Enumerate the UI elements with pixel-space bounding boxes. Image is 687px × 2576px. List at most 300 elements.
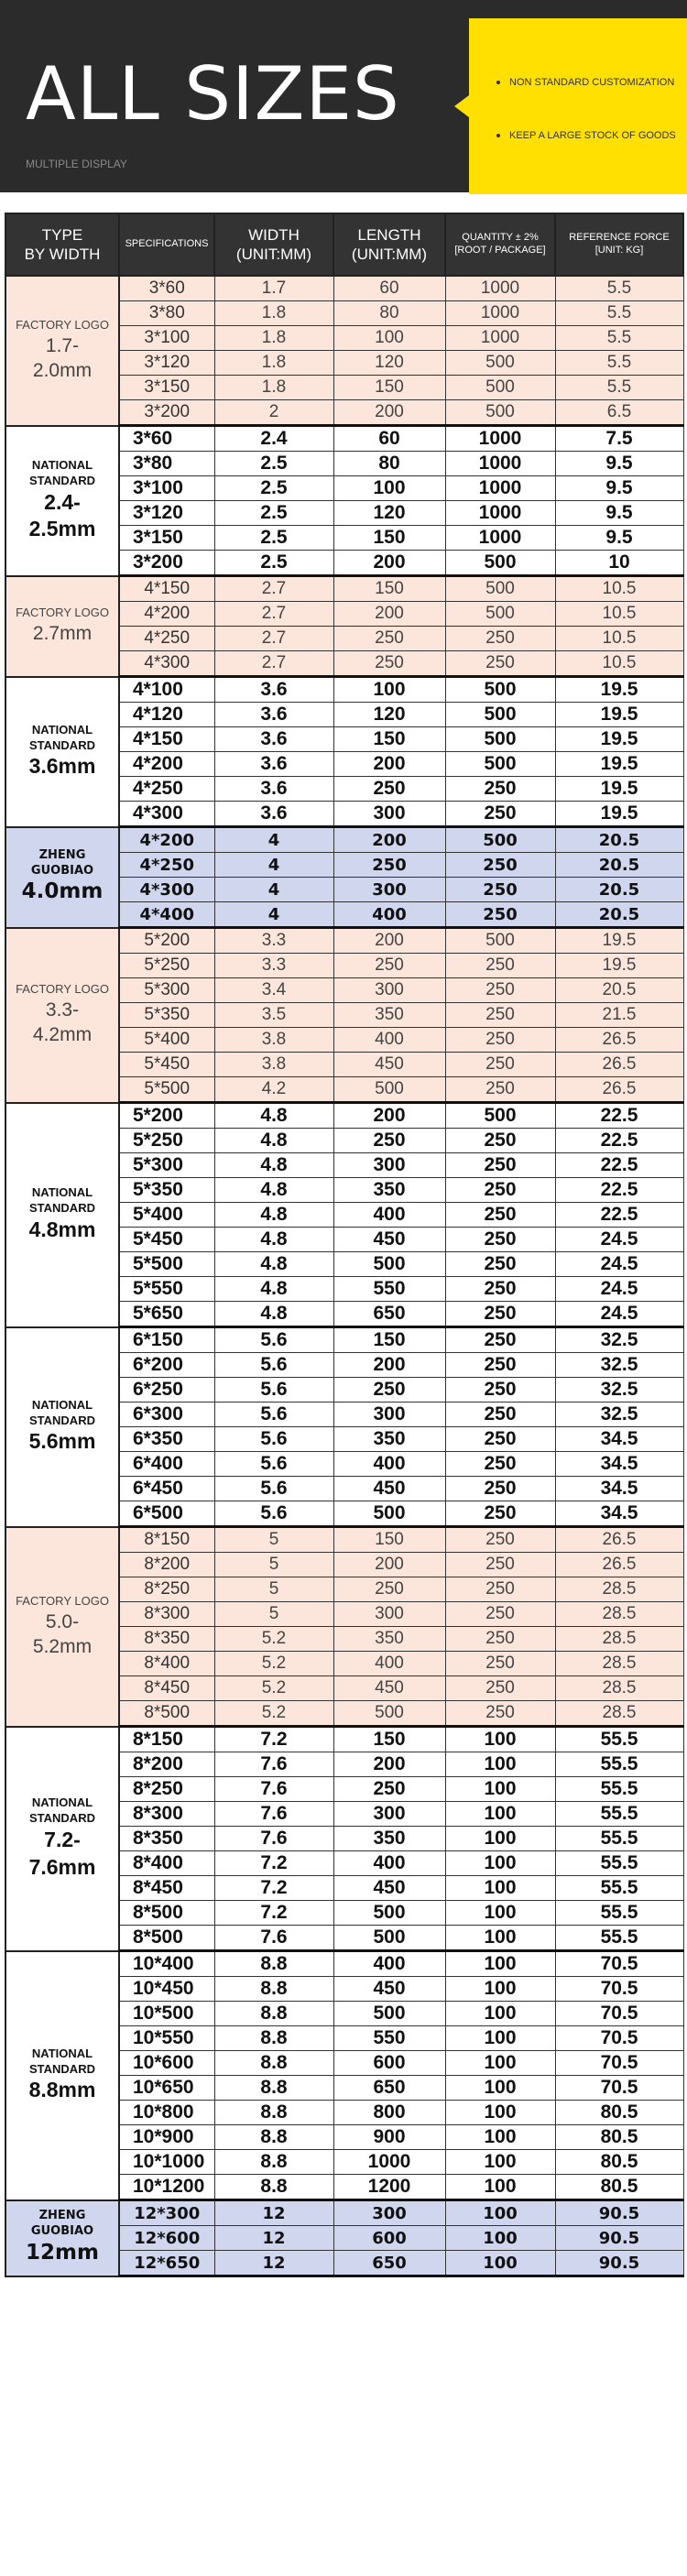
type-group-cell (5, 576, 119, 677)
text-line: [UNIT: KG] (594, 245, 644, 256)
length-cell: 350 (333, 1003, 445, 1028)
type-group-width (6, 2077, 118, 2104)
spec-cell: 8*250 (119, 1577, 214, 1602)
spec-cell: 5*550 (119, 1277, 214, 1302)
column-header-reference-force (555, 213, 683, 276)
quantity-cell: 1000 (445, 476, 555, 501)
width-cell: 5 (214, 1553, 333, 1577)
quantity-cell: 1000 (445, 426, 555, 452)
length-cell: 250 (333, 1378, 445, 1403)
length-cell: 200 (333, 752, 445, 777)
quantity-cell: 250 (445, 627, 555, 651)
quantity-cell: 250 (445, 1527, 555, 1553)
type-group-category (6, 1398, 118, 1429)
width-cell: 4.8 (214, 1252, 333, 1277)
spec-cell: 6*400 (119, 1452, 214, 1477)
quantity-cell: 100 (445, 2175, 555, 2200)
text-line: 5.6mm (28, 1429, 96, 1454)
quantity-cell: 500 (445, 727, 555, 752)
quantity-cell: 250 (445, 954, 555, 978)
width-cell: 8.8 (214, 1977, 333, 2002)
table-row (5, 1327, 683, 1353)
length-cell: 200 (333, 400, 445, 426)
force-cell: 80.5 (555, 2101, 683, 2125)
length-cell: 200 (333, 1553, 445, 1577)
force-cell: 5.5 (555, 351, 683, 376)
text-line: 5.0- (45, 1610, 80, 1632)
table-row (5, 928, 683, 954)
width-cell: 8.8 (214, 2002, 333, 2026)
quantity-cell: 100 (445, 1951, 555, 1977)
force-cell: 19.5 (555, 777, 683, 802)
spec-cell: 8*400 (119, 1851, 214, 1876)
force-cell: 19.5 (555, 703, 683, 727)
width-cell: 8.8 (214, 2051, 333, 2076)
text-line: ZHENG (38, 847, 86, 862)
width-cell: 2.4 (214, 426, 333, 452)
spec-cell: 4*300 (119, 651, 214, 677)
spec-cell: 8*500 (119, 1926, 214, 1951)
width-cell: 3.6 (214, 752, 333, 777)
feature-notes-panel (469, 18, 687, 194)
force-cell: 34.5 (555, 1477, 683, 1501)
spec-cell: 4*150 (119, 576, 214, 602)
force-cell: 10.5 (555, 602, 683, 627)
length-cell: 300 (333, 878, 445, 902)
quantity-cell: 250 (445, 1602, 555, 1627)
quantity-cell: 1000 (445, 276, 555, 301)
quantity-cell: 500 (445, 351, 555, 376)
width-cell: 4.8 (214, 1153, 333, 1178)
width-cell: 1.8 (214, 376, 333, 400)
type-group-cell (5, 2200, 119, 2276)
length-cell: 300 (333, 1153, 445, 1178)
spec-cell: 3*150 (119, 376, 214, 400)
text-line: FACTORY LOGO (16, 318, 109, 332)
force-cell: 24.5 (555, 1252, 683, 1277)
sizes-table (5, 213, 684, 2277)
spec-cell: 3*60 (119, 426, 214, 452)
spec-cell: 8*450 (119, 1876, 214, 1901)
quantity-cell: 250 (445, 1302, 555, 1327)
force-cell: 19.5 (555, 727, 683, 752)
force-cell: 22.5 (555, 1103, 683, 1129)
quantity-cell: 250 (445, 1427, 555, 1452)
width-cell: 5.6 (214, 1477, 333, 1501)
type-group-cell (5, 1527, 119, 1727)
spec-cell: 3*80 (119, 301, 214, 326)
width-cell: 2.7 (214, 602, 333, 627)
length-cell: 200 (333, 1103, 445, 1129)
quantity-cell: 500 (445, 1103, 555, 1129)
width-cell: 4.8 (214, 1103, 333, 1129)
spec-cell: 3*60 (119, 276, 214, 301)
quantity-cell: 250 (445, 1477, 555, 1501)
force-cell: 22.5 (555, 1178, 683, 1203)
text-line: 2.5mm (28, 517, 96, 541)
force-cell: 19.5 (555, 752, 683, 777)
text-line: 5.2mm (32, 1635, 93, 1657)
quantity-cell: 500 (445, 400, 555, 426)
spec-cell: 3*200 (119, 551, 214, 576)
width-cell: 5.2 (214, 1627, 333, 1652)
spec-cell: 4*100 (119, 677, 214, 703)
spec-cell: 6*300 (119, 1403, 214, 1427)
width-cell: 4 (214, 902, 333, 928)
text-line: NATIONAL (31, 1397, 93, 1412)
length-cell: 500 (333, 1701, 445, 1727)
length-cell: 650 (333, 2251, 445, 2276)
sizes-table-wrapper (5, 213, 682, 2277)
width-cell: 8.8 (214, 2026, 333, 2051)
length-cell: 200 (333, 1752, 445, 1777)
column-header-specifications (119, 213, 214, 276)
width-cell: 5 (214, 1527, 333, 1553)
force-cell: 19.5 (555, 954, 683, 978)
spec-cell: 4*200 (119, 602, 214, 627)
spec-cell: 4*250 (119, 853, 214, 878)
length-cell: 300 (333, 802, 445, 827)
type-group-category (6, 2209, 118, 2240)
quantity-cell: 250 (445, 1501, 555, 1527)
text-line: LENGTH (357, 225, 421, 244)
spec-cell: 12*300 (119, 2200, 214, 2226)
quantity-cell: 250 (445, 878, 555, 902)
quantity-cell: 100 (445, 2051, 555, 2076)
quantity-cell: 250 (445, 1452, 555, 1477)
text-line: (UNIT:MM) (235, 246, 312, 263)
force-cell: 5.5 (555, 276, 683, 301)
bullet-icon (496, 81, 500, 84)
spec-cell: 5*200 (119, 928, 214, 954)
width-cell: 7.2 (214, 1851, 333, 1876)
spec-cell: 6*500 (119, 1501, 214, 1527)
quantity-cell: 250 (445, 1077, 555, 1103)
length-cell: 80 (333, 452, 445, 476)
spec-cell: 6*350 (119, 1427, 214, 1452)
force-cell: 55.5 (555, 1777, 683, 1802)
type-group-width (6, 1610, 118, 1660)
quantity-cell: 250 (445, 1178, 555, 1203)
type-group-width (6, 753, 118, 780)
length-cell: 400 (333, 1452, 445, 1477)
quantity-cell: 500 (445, 677, 555, 703)
spec-cell: 3*150 (119, 526, 214, 551)
text-line: 2.4- (44, 489, 81, 514)
force-cell: 70.5 (555, 2026, 683, 2051)
spec-cell: 5*250 (119, 954, 214, 978)
force-cell: 9.5 (555, 526, 683, 551)
text-line: NATIONAL (31, 2046, 93, 2060)
length-cell: 300 (333, 2200, 445, 2226)
spec-cell: 8*500 (119, 1701, 214, 1727)
text-line: ZHENG (38, 2209, 86, 2223)
quantity-cell: 100 (445, 2251, 555, 2276)
spec-cell: 8*400 (119, 1652, 214, 1676)
length-cell: 100 (333, 677, 445, 703)
force-cell: 32.5 (555, 1327, 683, 1353)
width-cell: 2.5 (214, 452, 333, 476)
spec-cell: 4*250 (119, 777, 214, 802)
text-line: WIDTH (248, 225, 300, 244)
length-cell: 600 (333, 2051, 445, 2076)
force-cell: 70.5 (555, 2002, 683, 2026)
width-cell: 3.6 (214, 777, 333, 802)
spec-cell: 3*80 (119, 452, 214, 476)
quantity-cell: 100 (445, 2101, 555, 2125)
quantity-cell: 1000 (445, 501, 555, 526)
length-cell: 450 (333, 1228, 445, 1252)
length-cell: 650 (333, 2076, 445, 2101)
spec-cell: 8*450 (119, 1676, 214, 1701)
length-cell: 100 (333, 476, 445, 501)
table-header-row (5, 213, 683, 276)
force-cell: 20.5 (555, 902, 683, 928)
text-line: (UNIT:MM) (351, 246, 428, 263)
quantity-cell: 100 (445, 1777, 555, 1802)
text-line: [ROOT / PACKAGE] (454, 245, 546, 256)
width-cell: 3.4 (214, 978, 333, 1003)
length-cell: 600 (333, 2226, 445, 2251)
quantity-cell: 250 (445, 1003, 555, 1028)
length-cell: 60 (333, 276, 445, 301)
width-cell: 12 (214, 2226, 333, 2251)
width-cell: 1.8 (214, 301, 333, 326)
text-line: BY WIDTH (24, 246, 101, 263)
spec-cell: 10*900 (119, 2125, 214, 2150)
spec-cell: 6*250 (119, 1378, 214, 1403)
force-cell: 55.5 (555, 1901, 683, 1926)
force-cell: 10.5 (555, 576, 683, 602)
spec-cell: 4*150 (119, 727, 214, 752)
table-row (5, 1727, 683, 1752)
table-row (5, 276, 683, 301)
quantity-cell: 250 (445, 1652, 555, 1676)
feature-note-text: KEEP A LARGE STOCK OF GOODS (509, 130, 676, 141)
yellow-panel-notch (454, 95, 469, 117)
force-cell: 28.5 (555, 1701, 683, 1727)
width-cell: 4.2 (214, 1077, 333, 1103)
type-group-cell (5, 928, 119, 1103)
page-subtitle: MULTIPLE DISPLAY (26, 158, 127, 170)
force-cell: 19.5 (555, 802, 683, 827)
spec-cell: 5*300 (119, 978, 214, 1003)
length-cell: 150 (333, 1327, 445, 1353)
quantity-cell: 100 (445, 2125, 555, 2150)
spec-cell: 4*120 (119, 703, 214, 727)
force-cell: 28.5 (555, 1577, 683, 1602)
spec-cell: 10*1000 (119, 2150, 214, 2175)
quantity-cell: 250 (445, 1676, 555, 1701)
length-cell: 400 (333, 1028, 445, 1053)
width-cell: 3.3 (214, 954, 333, 978)
text-line: FACTORY LOGO (16, 606, 109, 620)
length-cell: 450 (333, 1676, 445, 1701)
length-cell: 80 (333, 301, 445, 326)
length-cell: 550 (333, 1277, 445, 1302)
length-cell: 250 (333, 1777, 445, 1802)
length-cell: 350 (333, 1827, 445, 1851)
spec-cell: 4*300 (119, 802, 214, 827)
length-cell: 300 (333, 1802, 445, 1827)
quantity-cell: 250 (445, 1353, 555, 1378)
spec-cell: 5*200 (119, 1103, 214, 1129)
text-line: STANDARD (29, 2061, 95, 2076)
type-group-category (6, 723, 118, 754)
width-cell: 3.5 (214, 1003, 333, 1028)
feature-note (496, 77, 674, 88)
quantity-cell: 100 (445, 1876, 555, 1901)
spec-cell: 8*300 (119, 1802, 214, 1827)
force-cell: 26.5 (555, 1053, 683, 1077)
quantity-cell: 250 (445, 1053, 555, 1077)
type-group-width (6, 1827, 118, 1882)
quantity-cell: 250 (445, 651, 555, 677)
force-cell: 28.5 (555, 1676, 683, 1701)
text-line: STANDARD (29, 1811, 95, 1826)
length-cell: 500 (333, 1501, 445, 1527)
length-cell: 150 (333, 576, 445, 602)
page-title: ALL SIZES (26, 51, 400, 136)
length-cell: 350 (333, 1627, 445, 1652)
text-line: 12mm (26, 2240, 99, 2265)
force-cell: 26.5 (555, 1077, 683, 1103)
length-cell: 300 (333, 978, 445, 1003)
force-cell: 26.5 (555, 1553, 683, 1577)
quantity-cell: 250 (445, 1701, 555, 1727)
force-cell: 90.5 (555, 2200, 683, 2226)
type-group-width (6, 1428, 118, 1456)
type-group-width (6, 879, 118, 906)
width-cell: 3.8 (214, 1053, 333, 1077)
width-cell: 8.8 (214, 1951, 333, 1977)
spec-cell: 8*500 (119, 1901, 214, 1926)
table-row (5, 1951, 683, 1977)
text-line: NATIONAL (31, 1796, 93, 1810)
text-line: STANDARD (29, 737, 95, 752)
force-cell: 20.5 (555, 878, 683, 902)
width-cell: 8.8 (214, 2150, 333, 2175)
type-group-category (6, 606, 118, 621)
length-cell: 250 (333, 1129, 445, 1153)
force-cell: 55.5 (555, 1752, 683, 1777)
width-cell: 4 (214, 878, 333, 902)
force-cell: 28.5 (555, 1602, 683, 1627)
force-cell: 5.5 (555, 326, 683, 351)
quantity-cell: 500 (445, 576, 555, 602)
quantity-cell: 250 (445, 1627, 555, 1652)
length-cell: 350 (333, 1427, 445, 1452)
type-group-cell (5, 1103, 119, 1327)
length-cell: 120 (333, 501, 445, 526)
table-row (5, 827, 683, 853)
quantity-cell: 250 (445, 777, 555, 802)
quantity-cell: 500 (445, 703, 555, 727)
text-line: 2.0mm (32, 360, 93, 382)
spec-cell: 5*650 (119, 1302, 214, 1327)
spec-cell: 3*120 (119, 501, 214, 526)
text-line: NATIONAL (31, 722, 93, 737)
text-line: REFERENCE FORCE (569, 232, 670, 244)
force-cell: 80.5 (555, 2175, 683, 2200)
length-cell: 200 (333, 1353, 445, 1378)
spec-cell: 10*500 (119, 2002, 214, 2026)
length-cell: 300 (333, 1403, 445, 1427)
spec-cell: 3*120 (119, 351, 214, 376)
table-row (5, 1103, 683, 1129)
quantity-cell: 1000 (445, 526, 555, 551)
type-group-category (6, 318, 118, 333)
spec-cell: 8*150 (119, 1527, 214, 1553)
spec-cell: 5*450 (119, 1053, 214, 1077)
length-cell: 500 (333, 1252, 445, 1277)
force-cell: 34.5 (555, 1452, 683, 1477)
length-cell: 250 (333, 777, 445, 802)
type-group-width (6, 333, 118, 384)
quantity-cell: 100 (445, 1802, 555, 1827)
force-cell: 19.5 (555, 928, 683, 954)
quantity-cell: 100 (445, 2150, 555, 2175)
width-cell: 2.7 (214, 627, 333, 651)
force-cell: 70.5 (555, 2076, 683, 2101)
text-line: SPECIFICATIONS (125, 238, 209, 250)
table-row (5, 426, 683, 452)
spec-cell: 5*300 (119, 1153, 214, 1178)
width-cell: 4.8 (214, 1129, 333, 1153)
width-cell: 7.6 (214, 1802, 333, 1827)
quantity-cell: 100 (445, 1851, 555, 1876)
column-header-type (5, 213, 119, 276)
length-cell: 250 (333, 853, 445, 878)
quantity-cell: 100 (445, 1977, 555, 2002)
width-cell: 7.2 (214, 1901, 333, 1926)
spec-cell: 12*600 (119, 2226, 214, 2251)
spec-cell: 12*650 (119, 2251, 214, 2276)
type-group-category (6, 1796, 118, 1827)
force-cell: 55.5 (555, 1926, 683, 1951)
force-cell: 20.5 (555, 827, 683, 853)
type-group-category (6, 1185, 118, 1217)
length-cell: 300 (333, 1602, 445, 1627)
width-cell: 1.8 (214, 326, 333, 351)
length-cell: 500 (333, 2002, 445, 2026)
width-cell: 5.2 (214, 1676, 333, 1701)
spec-cell: 10*450 (119, 1977, 214, 2002)
spec-cell: 10*400 (119, 1951, 214, 1977)
width-cell: 7.2 (214, 1727, 333, 1752)
quantity-cell: 500 (445, 602, 555, 627)
width-cell: 5 (214, 1577, 333, 1602)
force-cell: 55.5 (555, 1876, 683, 1901)
quantity-cell: 100 (445, 2200, 555, 2226)
width-cell: 8.8 (214, 2175, 333, 2200)
width-cell: 3.6 (214, 802, 333, 827)
spec-cell: 8*350 (119, 1827, 214, 1851)
column-header-length (333, 213, 445, 276)
bullet-icon (496, 134, 500, 137)
force-cell: 6.5 (555, 400, 683, 426)
quantity-cell: 250 (445, 902, 555, 928)
quantity-cell: 500 (445, 551, 555, 576)
quantity-cell: 100 (445, 1727, 555, 1752)
spec-cell: 4*300 (119, 878, 214, 902)
spec-cell: 10*600 (119, 2051, 214, 2076)
width-cell: 4 (214, 853, 333, 878)
spec-cell: 4*250 (119, 627, 214, 651)
type-group-cell (5, 1727, 119, 1951)
quantity-cell: 250 (445, 1327, 555, 1353)
force-cell: 20.5 (555, 978, 683, 1003)
